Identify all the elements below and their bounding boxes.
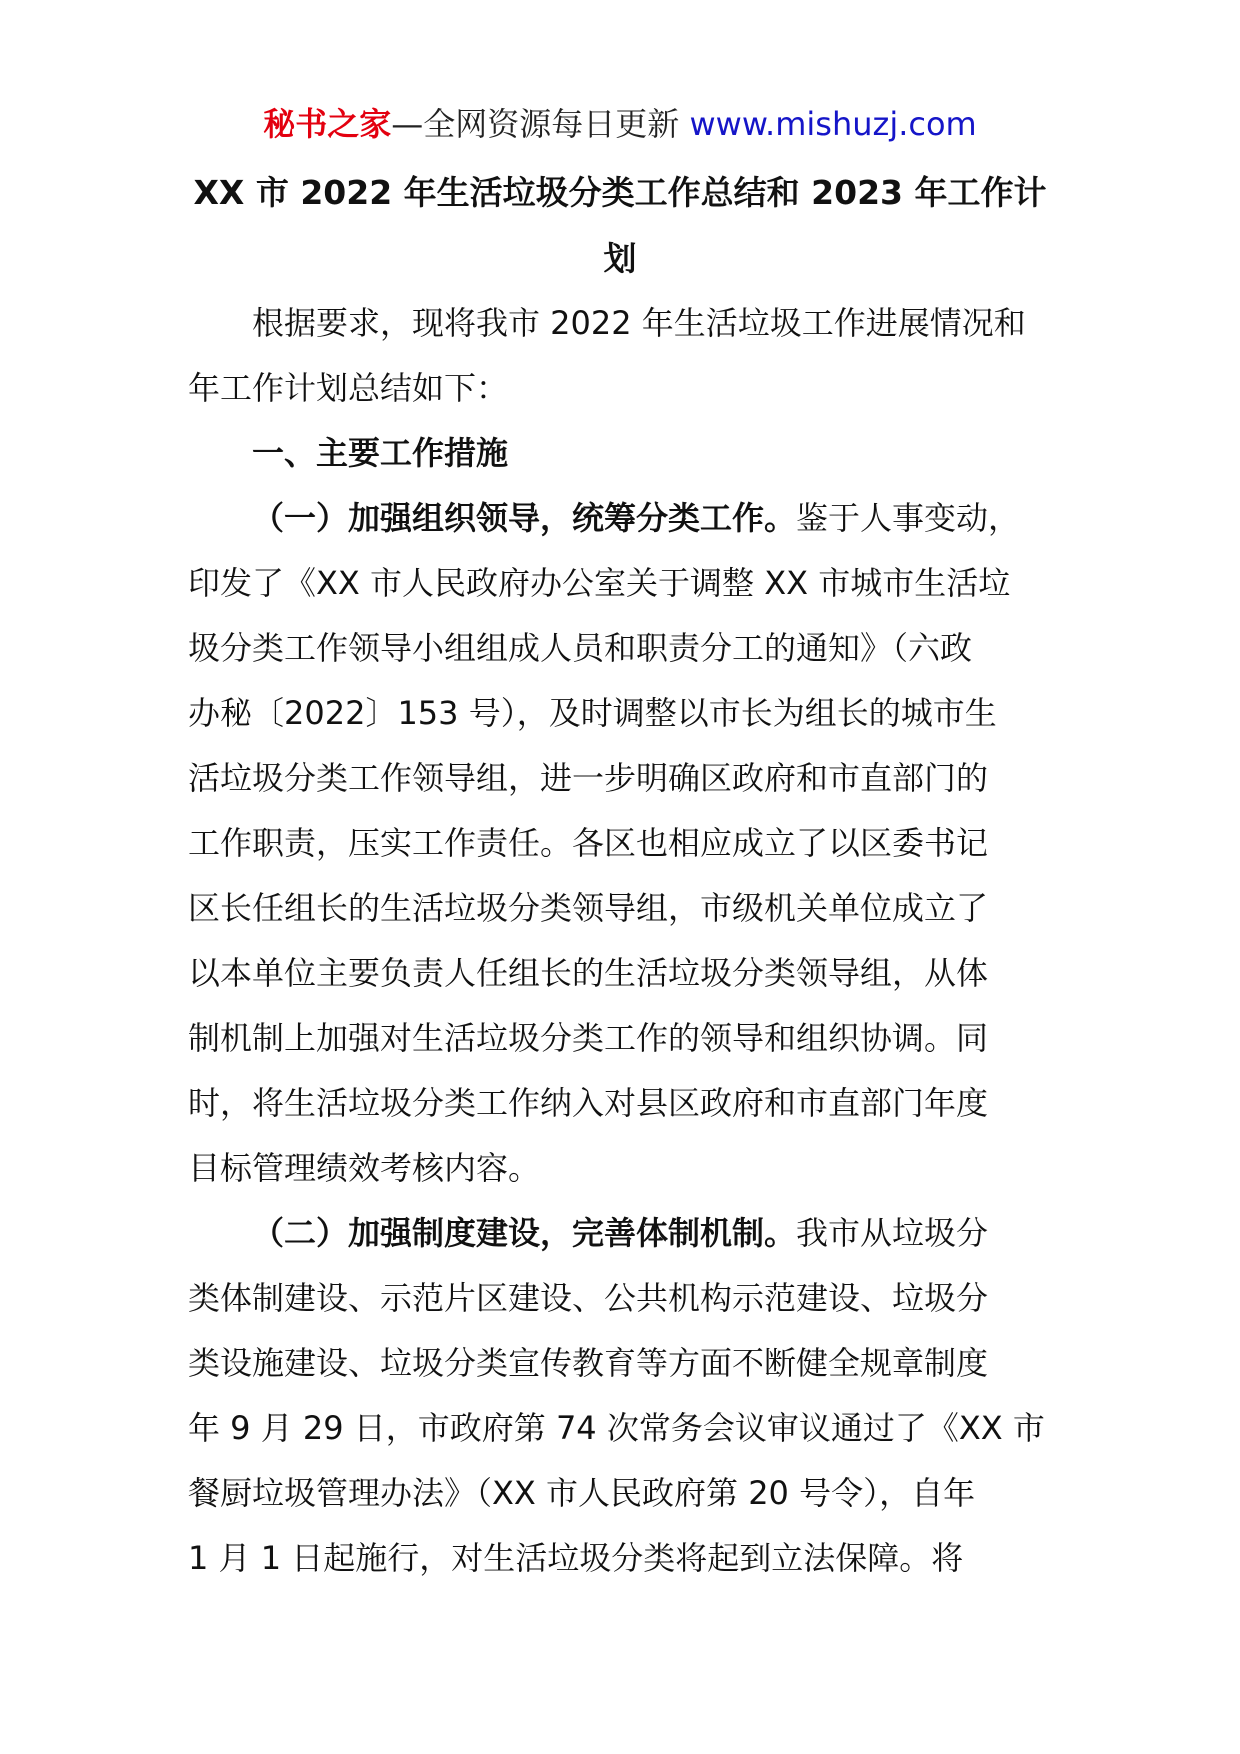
item-2-line: 类设施建设、垃圾分类宣传教育等方面不断健全规章制度 [188, 1344, 989, 1382]
document-title [160, 160, 1080, 292]
item-1-paragraph [188, 486, 1072, 1201]
intro-line-1: 根据要求，现将我市 2022 年生活垃圾工作进展情况和 [252, 304, 1026, 342]
brand-name: 秘书之家 [263, 105, 392, 143]
item-1-line: 时，将生活垃圾分类工作纳入对县区政府和市直部门年度 [188, 1084, 989, 1122]
item-1-first-rest: 鉴于人事变动， [796, 499, 1021, 537]
intro-line-2: 年工作计划总结如下： [188, 369, 509, 407]
item-2-line: 年 9 月 29 日，市政府第 74 次常务会议审议通过了《XX 市 [188, 1409, 1045, 1447]
item-1-line: 以本单位主要负责人任组长的生活垃圾分类领导组，从体 [188, 954, 989, 992]
title-line-2: 划 [603, 239, 637, 278]
item-2-line: 餐厨垃圾管理办法》（XX 市人民政府第 20 号令），自年 [188, 1474, 976, 1512]
item-2-paragraph [188, 1201, 1072, 1591]
header-tagline: —全网资源每日更新 [391, 105, 680, 143]
item-2-line: 类体制建设、示范片区建设、公共机构示范建设、垃圾分 [188, 1279, 989, 1317]
intro-paragraph [188, 291, 1072, 421]
item-1-line: 印发了《XX 市人民政府办公室关于调整 XX 市城市生活垃 [188, 564, 1011, 602]
item-2-lead: （二）加强制度建设，完善体制机制。 [252, 1214, 797, 1252]
item-2-line: 1 月 1 日起施行，对生活垃圾分类将起到立法保障。将 [188, 1539, 964, 1577]
item-1-lead: （一）加强组织领导，统筹分类工作。 [252, 499, 797, 537]
item-1-line: 目标管理绩效考核内容。 [188, 1149, 541, 1187]
section-1-heading: 一、主要工作措施 [252, 434, 509, 472]
item-1-line: 办秘〔2022〕153 号），及时调整以市长为组长的城市生 [188, 694, 997, 732]
document-body [188, 291, 1072, 1591]
item-1-first-line [188, 486, 1072, 551]
site-url-link[interactable]: www.mishuzj.com [689, 105, 977, 143]
site-header [0, 98, 1240, 150]
title-line-1: XX 市 2022 年生活垃圾分类工作总结和 2023 年工作计 [193, 173, 1047, 212]
item-1-line: 圾分类工作领导小组组成人员和职责分工的通知》（六政 [188, 629, 973, 667]
section-heading [188, 421, 1072, 486]
item-1-line: 制机制上加强对生活垃圾分类工作的领导和组织协调。同 [188, 1019, 989, 1057]
item-2-first-rest: 我市从垃圾分 [796, 1214, 989, 1252]
item-1-line: 区长任组长的生活垃圾分类领导组，市级机关单位成立了 [188, 889, 989, 927]
item-2-first-line [188, 1201, 1072, 1266]
item-1-line: 活垃圾分类工作领导组，进一步明确区政府和市直部门的 [188, 759, 989, 797]
item-1-line: 工作职责，压实工作责任。各区也相应成立了以区委书记 [188, 824, 989, 862]
